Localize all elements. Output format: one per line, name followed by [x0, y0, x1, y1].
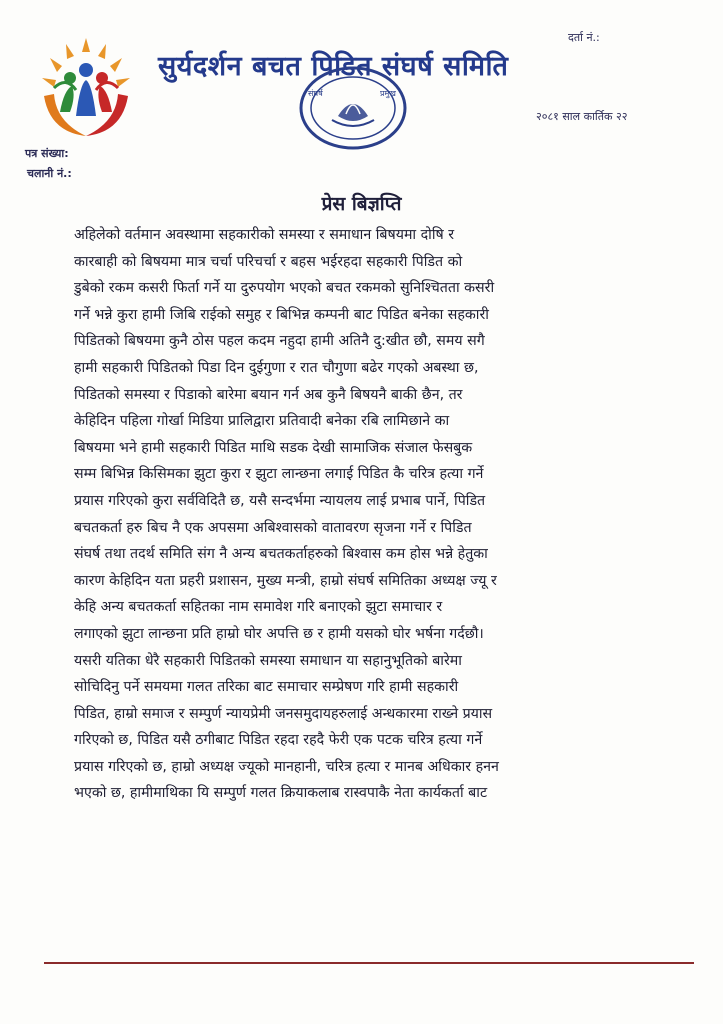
- body-line: लगाएको झुटा लान्छना प्रति हाम्रो घोर अपत्ति छ र हामी यसको घोर भर्षना गर्दछौ।: [74, 625, 484, 642]
- chalani-number-label: चलानी नं.:: [27, 167, 72, 180]
- body-line: पिडित, हाम्रो समाज र सम्पुर्ण न्यायप्रेमी जनसमुदायहरुलाई अन्धकारमा राख्ने प्रयास: [74, 705, 493, 722]
- organization-title: सुर्यदर्शन बचत पिडित संघर्ष समिति: [158, 51, 509, 82]
- body-line: संघर्ष तथा तदर्थ समिति संग नै अन्य बचतकर्ताहरुको बिश्वास कम होस भन्ने हेतुका: [74, 546, 488, 563]
- body-line: प्रयास गरिएको छ, हाम्रो अध्यक्ष ज्यूको मानहानी, चरित्र हत्या र मानब अधिकार हनन: [74, 758, 499, 775]
- body-line: डुबेको रकम कसरी फिर्ता गर्ने या दुरुपयोग भएको बचत रकमको सुनिश्चितता कसरी: [74, 280, 495, 297]
- body-line: हामी सहकारी पिडितको पिडा दिन दुईगुणा र रात चौगुणा बढेर गएको अबस्था छ,: [74, 359, 479, 376]
- press-release-body: [74, 222, 674, 807]
- body-line: बचतकर्ता हरु बिच नै एक अपसमा अबिश्वासको वातावरण सृजना गर्ने र पिडित: [74, 519, 472, 536]
- body-line: पिडितको बिषयमा कुनै ठोस पहल कदम नहुदा हामी अतिनै दु:खीत छौ, समय सगै: [74, 333, 485, 350]
- seal-text-right: प्रमुख: [380, 89, 396, 98]
- letter-date: २०८१ साल कार्तिक २२: [536, 110, 628, 123]
- official-seal-icon: [298, 66, 408, 150]
- body-line: गरिएको छ, पिडित यसै ठगीबाट पिडित रहदा रहदै फेरी एक पटक चरित्र हत्या गर्ने: [74, 732, 483, 749]
- darta-number-label: दर्ता नं.:: [568, 31, 600, 44]
- body-line: बिषयमा भने हामी सहकारी पिडित माथि सडक देखी सामाजिक संजाल फेसबुक: [74, 439, 473, 456]
- body-line: कारबाही को बिषयमा मात्र चर्चा परिचर्चा र बहस भईरहदा सहकारी पिडित को: [74, 253, 463, 270]
- body-line: कारण केहिदिन यता प्रहरी प्रशासन, मुख्य मन्त्री, हाम्रो संघर्ष समितिका अध्यक्ष ज्यू र: [74, 572, 497, 589]
- organization-logo-icon: [36, 36, 136, 140]
- body-line: अहिलेको वर्तमान अवस्थामा सहकारीको समस्या र समाधान बिषयमा दोषि र: [74, 227, 455, 243]
- body-line: प्रयास गरिएको कुरा सर्वविदितै छ, यसै सन्दर्भमा न्यायलय लाई प्रभाब पार्ने, पिडित: [74, 492, 486, 509]
- body-line: गर्ने भन्ने कुरा हामी जिबि राईको समुह र बिभिन्न कम्पनी बाट पिडित बनेका सहकारी: [74, 306, 489, 323]
- body-line: भएको छ, हामीमाथिका यि सम्पुर्ण गलत क्रियाकलाब रास्वपाकै नेता कार्यकर्ता बाट: [74, 785, 488, 802]
- patra-sankhya-label: पत्र संख्या:: [25, 147, 69, 160]
- body-line: केहिदिन पहिला गोर्खा मिडिया प्रालिद्वारा प्रतिवादी बनेका रबि लामिछाने का: [74, 413, 450, 430]
- body-line: सम्म बिभिन्न किसिमका झुटा कुरा र झुटा लान्छना लगाई पिडित कै चरित्र हत्या गर्ने: [74, 466, 484, 483]
- body-line: यसरी यतिका धेरै सहकारी पिडितको समस्या समाधान या सहानुभूतिको बारेमा: [74, 652, 462, 669]
- body-line: सोचिदिनु पर्ने समयमा गलत तरिका बाट समाचार सम्प्रेषण गरि हामी सहकारी: [74, 679, 459, 696]
- body-line: पिडितको समस्या र पिडाको बारेमा बयान गर्न अब कुनै बिषयनै बाकी छैन, तर: [74, 386, 463, 403]
- press-release-heading: प्रेस बिज्ञप्ति: [321, 193, 402, 215]
- footer-divider: [44, 962, 694, 964]
- sun-rays: [42, 38, 130, 87]
- body-line: केहि अन्य बचतकर्ता सहितका नाम समावेश गरि बनाएको झुटा समाचार र: [74, 599, 443, 616]
- seal-text-left: संघर्ष: [308, 89, 323, 98]
